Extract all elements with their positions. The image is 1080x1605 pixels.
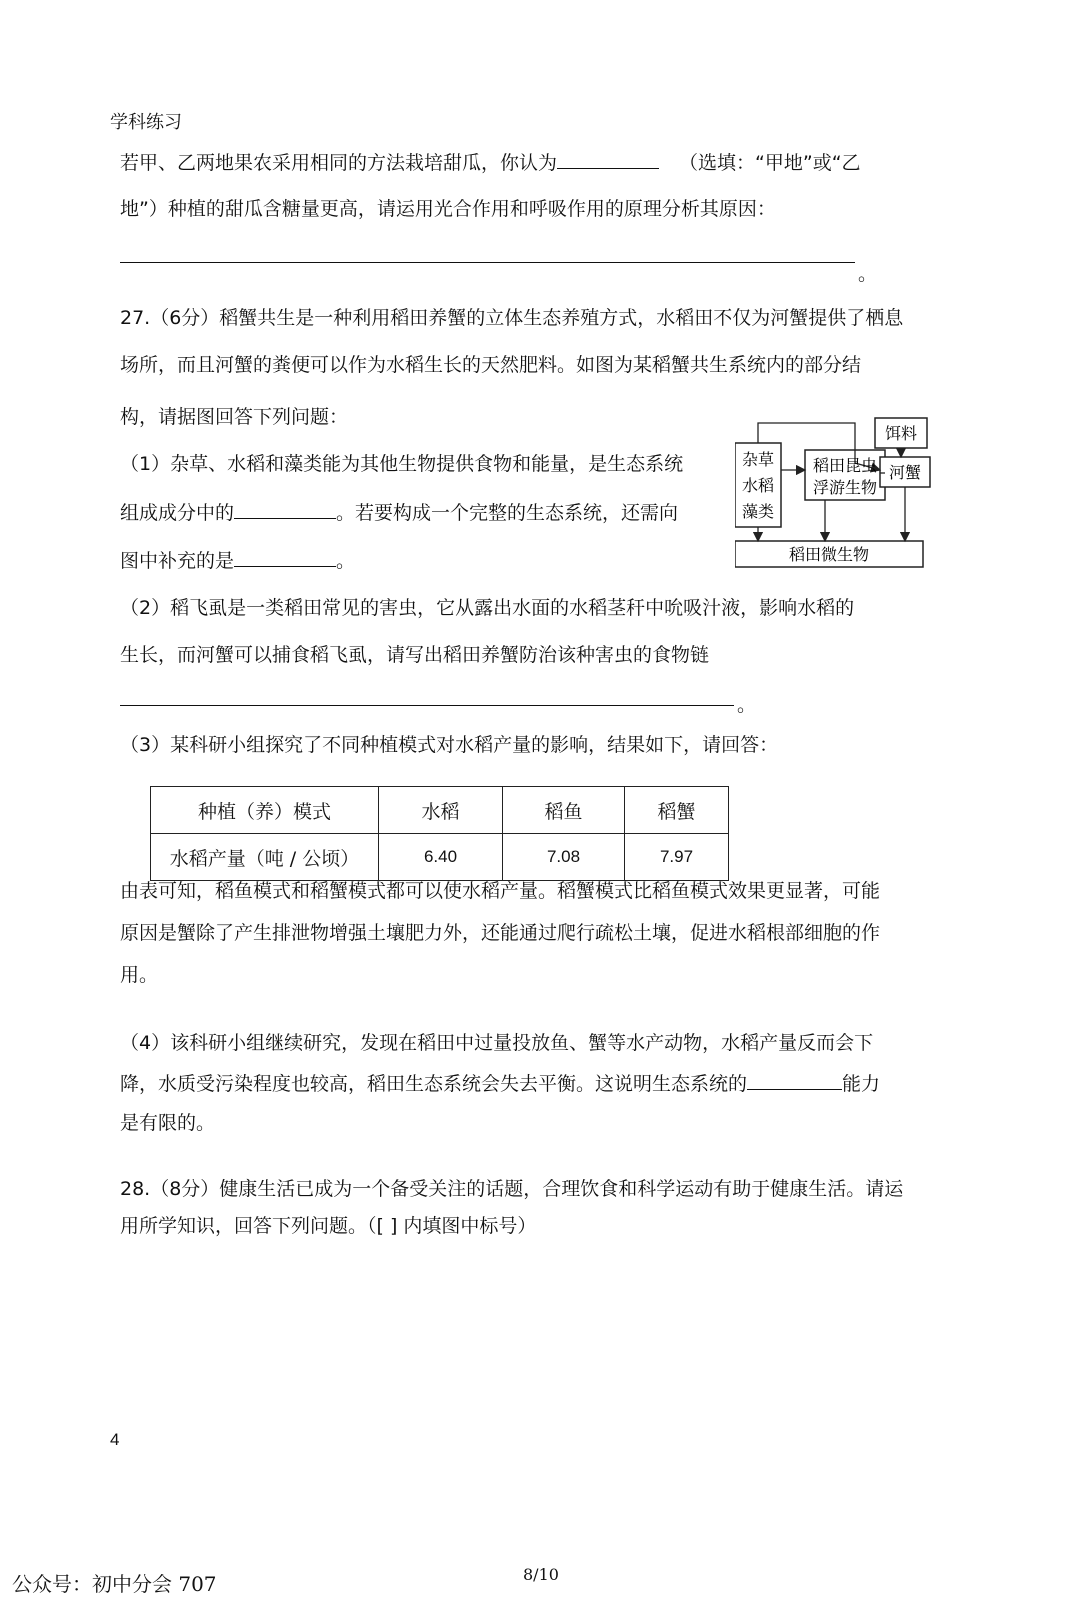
answer-blank-component[interactable] — [234, 500, 336, 519]
q27-part3-intro: （3）某科研小组探究了不同种植模式对水稻产量的影响，结果如下，请回答： — [120, 734, 779, 756]
intro-text-1b: （选填：“甲地”或“乙 — [679, 152, 861, 174]
table-header-cell: 种植（养）模式 — [151, 787, 379, 834]
answer-line-reason[interactable] — [120, 262, 855, 263]
q27-line-3: 构，请据图回答下列问题： — [120, 406, 349, 428]
producer-label-algae: 藻类 — [741, 502, 775, 521]
footer-account: 公众号：初中分会 707 — [12, 1572, 217, 1596]
q28-line-2: 用所学知识，回答下列问题。（[ ] 内填图中标号） — [120, 1215, 537, 1237]
table-header-cell: 稻蟹 — [625, 787, 729, 834]
intro-text-1a: 若甲、乙两地果农采用相同的方法栽培甜瓜，你认为 — [120, 152, 558, 174]
q27-part3-line-1: 由表可知，稻鱼模式和稻蟹模式都可以使水稻产量。稻蟹模式比稻鱼模式效果更显著，可能 — [120, 880, 881, 902]
q27-line-2: 场所，而且河蟹的粪便可以作为水稻生长的天然肥料。如图为某稻蟹共生系统内的部分结 — [120, 354, 862, 376]
intro-line-2: 地”）种植的甜瓜含糖量更高，请运用光合作用和呼吸作用的原理分析其原因： — [120, 198, 776, 220]
q27-part2-line-1: （2）稻飞虱是一类稻田常见的害虫，它从露出水面的水稻茎秆中吮吸汁液，影响水稻的 — [120, 597, 855, 619]
table-row — [151, 834, 729, 881]
insects-label: 稻田昆虫 — [812, 456, 878, 475]
producer-label-weeds: 杂草 — [741, 450, 775, 469]
q27-part2-end: 。 — [737, 694, 757, 716]
q27-part1-text-e: 。 — [336, 550, 356, 572]
q27-part1-line-3 — [120, 548, 355, 573]
intro-line-1 — [120, 150, 861, 175]
footer-page-count: 8/10 — [523, 1565, 559, 1584]
q27-part2-line-2: 生长，而河蟹可以捕食稻飞虱，请写出稻田养蟹防治该种害虫的食物链 — [120, 644, 710, 666]
intro-end: 。 — [858, 263, 878, 285]
table-cell: 6.40 — [379, 834, 503, 881]
page-header: 学科练习 — [110, 112, 182, 133]
yield-table — [150, 786, 729, 881]
q27-line-1: 27.（6分）稻蟹共生是一种利用稻田养蟹的立体生态养殖方式，水稻田不仅为河蟹提供了栖息 — [120, 307, 904, 329]
q27-part1-text-d: 图中补充的是 — [120, 550, 235, 572]
feed-label: 饵料 — [884, 424, 918, 443]
q27-part1-line-2 — [120, 500, 715, 525]
table-cell: 7.08 — [503, 834, 625, 881]
table-cell: 7.97 — [625, 834, 729, 881]
answer-line-food-chain[interactable] — [120, 705, 734, 706]
q27-part4-text-c: 能力 — [842, 1073, 881, 1095]
q27-part4-line-2 — [120, 1071, 880, 1096]
answer-blank-supplement[interactable] — [234, 548, 336, 567]
answer-blank-self-regulation[interactable] — [747, 1071, 842, 1090]
plankton-label: 浮游生物 — [812, 478, 878, 497]
q27-part4-text-b: 降，水质受污染程度也较高，稻田生态系统会失去平衡。这说明生态系统的 — [120, 1073, 748, 1095]
q27-part1-text-b: 组成成分中的 — [120, 502, 235, 524]
microbes-label: 稻田微生物 — [788, 545, 870, 564]
page-number: 4 — [110, 1430, 120, 1449]
table-header-cell: 水稻 — [379, 787, 503, 834]
table-row-label: 水稻产量（吨 / 公顷） — [151, 834, 379, 881]
table-header-cell: 稻鱼 — [503, 787, 625, 834]
q27-part1-line-1: （1）杂草、水稻和藻类能为其他生物提供食物和能量，是生态系统 — [120, 453, 684, 475]
crab-label: 河蟹 — [888, 463, 922, 482]
q27-part1-text-c: 。若要构成一个完整的生态系统，还需向 — [336, 502, 679, 524]
table-header-row — [151, 787, 729, 834]
producer-label-rice: 水稻 — [741, 476, 775, 495]
answer-blank-region[interactable] — [557, 150, 659, 169]
q28-line-1: 28.（8分）健康生活已成为一个备受关注的话题，合理饮食和科学运动有助于健康生活。请运 — [120, 1178, 904, 1200]
q27-part4-line-1: （4）该科研小组继续研究，发现在稻田中过量投放鱼、蟹等水产动物，水稻产量反而会下 — [120, 1032, 874, 1054]
q27-part3-line-3: 用。 — [120, 964, 159, 986]
q27-part4-line-3: 是有限的。 — [120, 1112, 216, 1134]
q27-part3-line-2: 原因是蟹除了产生排泄物增强土壤肥力外，还能通过爬行疏松土壤，促进水稻根部细胞的作 — [120, 922, 881, 944]
food-web-diagram — [735, 415, 935, 570]
